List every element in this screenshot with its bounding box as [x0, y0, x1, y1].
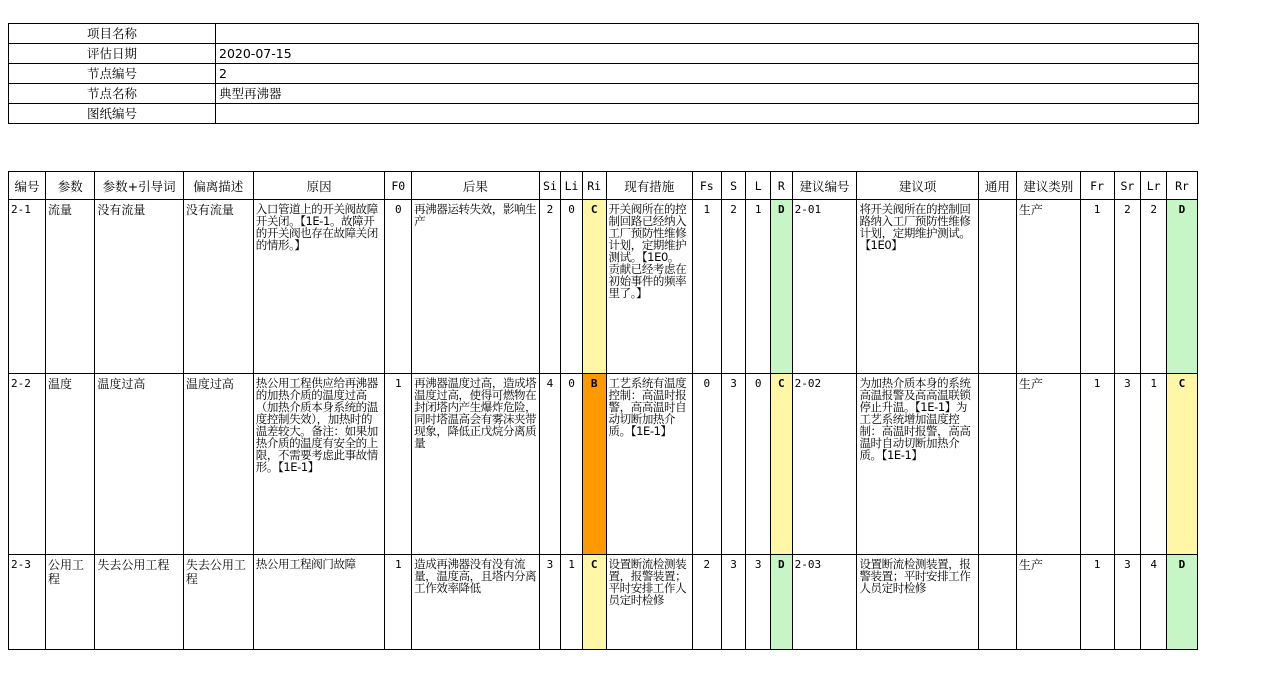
cell-text: 将开关阀所在的控制回路纳入工厂预防性维修计划，定期维护测试。【1E0】 — [859, 202, 971, 252]
hazop-row — [9, 200, 1198, 374]
column-header: 参数 — [46, 172, 95, 200]
cell-text: D — [778, 203, 785, 216]
hazop-cell-sr — [1114, 200, 1141, 374]
project-info-value: 2020-07-15 — [216, 44, 1199, 64]
hazop-cell-param — [46, 374, 95, 555]
hazop-cell-param — [46, 555, 95, 650]
cell-text: 2 — [730, 203, 737, 216]
project-info-label: 节点编号 — [9, 64, 216, 84]
cell-text: C — [1178, 377, 1186, 390]
cell-text: 没有流量 — [97, 203, 146, 217]
hazop-cell-f0 — [385, 200, 412, 374]
column-header: Fs — [692, 172, 721, 200]
project-info-label: 节点名称 — [9, 84, 216, 104]
project-info-label: 项目名称 — [9, 24, 216, 44]
hazop-cell-fr — [1080, 200, 1114, 374]
hazop-cell-measures — [606, 374, 692, 555]
cell-text: 开关阀所在的控制回路已经纳入工厂预防性维修计划，定期维护测试。【1E0。贡献已经考虑在初始事件的频率里了。】 — [608, 202, 687, 300]
hazop-cell-param-guide — [95, 200, 183, 374]
column-header: 建议项 — [857, 172, 978, 200]
hazop-cell-rr — [1166, 200, 1197, 374]
cell-text: 2 — [546, 203, 554, 216]
project-info-value: 2 — [216, 64, 1199, 84]
cell-text: 入口管道上的开关阀故障开关闭。【1E-1。故障开的开关阀也存在故障关闭的情形。】 — [255, 202, 378, 252]
cell-text: 热公用工程供应给再沸器的加热介质的温度过高（加热介质本身系统的温度控制失效），加热时的温差较大。备注：如果加热介质的温度有安全的上限，不需要考虑此事故情形。【1E-1】 — [255, 376, 378, 474]
cell-text: 3 — [730, 558, 737, 571]
cell-text: 3 — [730, 377, 737, 390]
column-header: R — [771, 172, 793, 200]
cell-text: 1 — [1150, 377, 1157, 390]
hazop-cell-ri — [582, 374, 606, 555]
cell-text: 1 — [1093, 203, 1101, 216]
cell-text: C — [590, 558, 598, 571]
hazop-cell-l — [746, 200, 771, 374]
cell-text: D — [1178, 203, 1186, 216]
hazop-cell-cause — [253, 555, 385, 650]
hazop-row — [9, 555, 1198, 650]
hazop-cell-measures — [606, 555, 692, 650]
hazop-cell-si — [539, 374, 561, 555]
cell-text: 生产 — [1018, 558, 1043, 572]
hazop-cell-general — [978, 374, 1016, 555]
column-header: Ri — [582, 172, 606, 200]
cell-text: B — [590, 377, 598, 390]
hazop-cell-lr — [1141, 200, 1167, 374]
cell-text: 3 — [1124, 558, 1131, 571]
hazop-cell-li — [561, 374, 583, 555]
hazop-cell-rec-no — [792, 200, 857, 374]
hazop-cell-consequence — [412, 200, 540, 374]
cell-text: C — [778, 377, 785, 390]
hazop-cell-s — [721, 374, 746, 555]
hazop-cell-r — [771, 555, 793, 650]
project-info-row — [9, 64, 1199, 84]
column-header: 建议类别 — [1016, 172, 1080, 200]
hazop-cell-cause — [253, 374, 385, 555]
hazop-cell-rec-type — [1016, 374, 1080, 555]
hazop-cell-general — [978, 200, 1016, 374]
hazop-cell-param — [46, 200, 95, 374]
cell-text: 流量 — [48, 203, 73, 217]
column-header: F0 — [385, 172, 412, 200]
cell-text: 热公用工程阀门故障 — [255, 557, 356, 571]
hazop-cell-fr — [1080, 374, 1114, 555]
hazop-cell-f0 — [385, 555, 412, 650]
cell-text: 生产 — [1018, 203, 1043, 217]
hazop-cell-s — [721, 555, 746, 650]
cell-text: 2-02 — [794, 377, 822, 390]
cell-text: 生产 — [1018, 377, 1043, 391]
hazop-row — [9, 374, 1198, 555]
hazop-cell-lr — [1141, 374, 1167, 555]
cell-text: 2 — [703, 558, 711, 571]
hazop-cell-f0 — [385, 374, 412, 555]
cell-text: 为加热介质本身的系统高温报警及高高温联锁停止升温。【1E-1】为工艺系统增加温度控制：高温时报警，高高温时自动切断加热介质。【1E-1】 — [859, 376, 971, 462]
column-header: 通用 — [978, 172, 1016, 200]
hazop-cell-rec — [857, 200, 978, 374]
hazop-cell-consequence — [412, 374, 540, 555]
cell-text: 设置断流检测装置，报警装置；平时安排工作人员定时检修 — [859, 557, 971, 595]
hazop-cell-ri — [582, 200, 606, 374]
cell-text: D — [1178, 558, 1186, 571]
project-info-value — [216, 104, 1199, 124]
hazop-cell-rec — [857, 374, 978, 555]
hazop-cell-l — [746, 374, 771, 555]
column-header: Fr — [1080, 172, 1114, 200]
column-header: Rr — [1166, 172, 1197, 200]
cell-text: 4 — [1150, 558, 1157, 571]
cell-text: 设置断流检测装置，报警装置；平时安排工作人员定时检修 — [608, 557, 687, 607]
project-info-value: 典型再沸器 — [216, 84, 1199, 104]
hazop-cell-fs — [692, 200, 721, 374]
hazop-cell-l — [746, 555, 771, 650]
hazop-cell-rr — [1166, 374, 1197, 555]
cell-text: 1 — [1093, 377, 1101, 390]
hazop-cell-si — [539, 555, 561, 650]
cell-text: 0 — [568, 203, 575, 216]
hazop-cell-id — [9, 555, 46, 650]
hazop-cell-consequence — [412, 555, 540, 650]
cell-text: 2-3 — [11, 558, 31, 571]
hazop-cell-fs — [692, 555, 721, 650]
cell-text: 公用工程 — [48, 558, 85, 586]
project-info-value — [216, 24, 1199, 44]
hazop-header-row — [9, 172, 1198, 200]
cell-text: 1 — [703, 203, 711, 216]
cell-text: 失去公用工程 — [97, 558, 170, 572]
project-info-row — [9, 24, 1199, 44]
hazop-cell-lr — [1141, 555, 1167, 650]
column-header: Li — [561, 172, 583, 200]
hazop-cell-ri — [582, 555, 606, 650]
cell-text: 2-2 — [11, 377, 31, 390]
project-info-row — [9, 104, 1199, 124]
cell-text: 0 — [568, 377, 575, 390]
cell-text: 1 — [754, 203, 762, 216]
hazop-cell-deviation — [183, 555, 253, 650]
cell-text: 0 — [754, 377, 762, 390]
cell-text: D — [778, 558, 785, 571]
column-header: 偏离描述 — [183, 172, 253, 200]
cell-text: 没有流量 — [185, 203, 234, 217]
hazop-cell-param-guide — [95, 374, 183, 555]
cell-text: 再沸器温度过高，造成塔温度过高，使得可燃物在封闭塔内产生爆炸危险，同时塔温高会有雾沫夹带现象，降低正戊烷分离质量 — [414, 376, 537, 450]
column-header: 原因 — [253, 172, 385, 200]
cell-text: C — [590, 203, 598, 216]
hazop-cell-cause — [253, 200, 385, 374]
hazop-cell-rec-no — [792, 374, 857, 555]
hazop-cell-si — [539, 200, 561, 374]
cell-text: 4 — [546, 377, 554, 390]
project-info-row — [9, 84, 1199, 104]
hazop-cell-general — [978, 555, 1016, 650]
cell-text: 1 — [568, 558, 575, 571]
hazop-cell-measures — [606, 200, 692, 374]
cell-text: 3 — [546, 558, 554, 571]
hazop-cell-param-guide — [95, 555, 183, 650]
column-header: Si — [539, 172, 561, 200]
column-header: Sr — [1114, 172, 1141, 200]
hazop-cell-rr — [1166, 555, 1197, 650]
hazop-cell-r — [771, 200, 793, 374]
cell-text: 1 — [394, 558, 402, 571]
column-header: Lr — [1141, 172, 1167, 200]
hazop-cell-s — [721, 200, 746, 374]
hazop-cell-deviation — [183, 374, 253, 555]
cell-text: 2-03 — [794, 558, 822, 571]
cell-text: 1 — [1093, 558, 1101, 571]
hazop-cell-sr — [1114, 555, 1141, 650]
column-header: 现有措施 — [606, 172, 692, 200]
cell-text: 再沸器运转失效，影响生产 — [414, 202, 537, 228]
cell-text: 温度过高 — [185, 377, 234, 391]
column-header: L — [746, 172, 771, 200]
hazop-cell-deviation — [183, 200, 253, 374]
cell-text: 工艺系统有温度控制：高温时报警，高高温时自动切断加热介质。【1E-1】 — [608, 376, 687, 438]
cell-text: 0 — [703, 377, 711, 390]
hazop-cell-rec-no — [792, 555, 857, 650]
hazop-cell-rec-type — [1016, 555, 1080, 650]
hazop-cell-id — [9, 374, 46, 555]
cell-text: 2-1 — [11, 203, 31, 216]
cell-text: 温度 — [48, 377, 73, 391]
cell-text: 失去公用工程 — [185, 558, 246, 586]
project-info-table — [8, 23, 1199, 124]
cell-text: 2-01 — [794, 203, 822, 216]
hazop-cell-rec-type — [1016, 200, 1080, 374]
cell-text: 2 — [1124, 203, 1131, 216]
column-header: 编号 — [9, 172, 46, 200]
cell-text: 0 — [394, 203, 402, 216]
project-info-label: 评估日期 — [9, 44, 216, 64]
project-info-label: 图纸编号 — [9, 104, 216, 124]
hazop-cell-fr — [1080, 555, 1114, 650]
hazop-cell-fs — [692, 374, 721, 555]
project-info-row — [9, 44, 1199, 64]
hazop-cell-li — [561, 200, 583, 374]
cell-text: 3 — [754, 558, 762, 571]
column-header: 后果 — [412, 172, 540, 200]
hazop-cell-rec — [857, 555, 978, 650]
column-header: 参数+引导词 — [95, 172, 183, 200]
cell-text: 造成再沸器没有没有流量，温度高，且塔内分离工作效率降低 — [414, 557, 537, 595]
cell-text: 温度过高 — [97, 377, 146, 391]
column-header: S — [721, 172, 746, 200]
hazop-table — [8, 171, 1198, 650]
hazop-cell-li — [561, 555, 583, 650]
cell-text: 3 — [1124, 377, 1131, 390]
cell-text: 2 — [1150, 203, 1157, 216]
hazop-cell-sr — [1114, 374, 1141, 555]
cell-text: 1 — [394, 377, 402, 390]
hazop-cell-r — [771, 374, 793, 555]
hazop-cell-id — [9, 200, 46, 374]
column-header: 建议编号 — [792, 172, 857, 200]
